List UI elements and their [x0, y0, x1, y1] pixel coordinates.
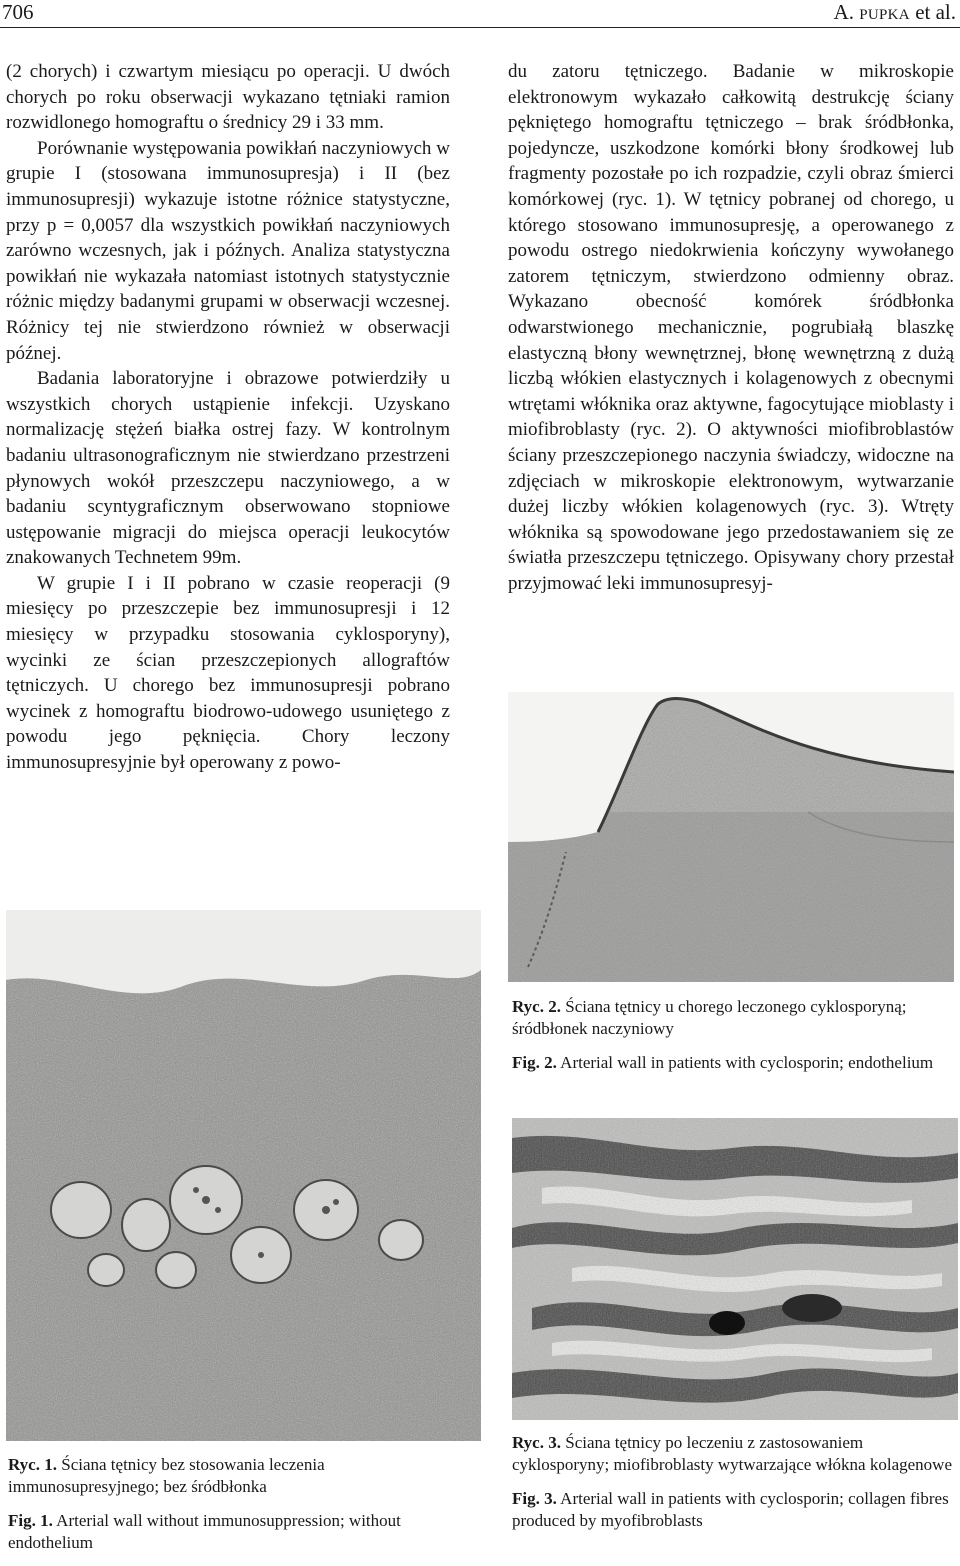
page-header	[0, 0, 960, 26]
figure-1-fig-text: Arterial wall without immunosuppression; without endothelium	[8, 1511, 401, 1552]
running-head-initial: A.	[833, 0, 860, 24]
running-head-etal: et al.	[909, 0, 956, 24]
figure-3-fig-label: Fig. 3.	[512, 1489, 557, 1508]
figure-3-caption	[512, 1432, 952, 1544]
figure-3-caption-polish	[512, 1432, 952, 1476]
figure-3-ryc-label: Ryc. 3.	[512, 1433, 561, 1452]
running-head	[834, 0, 956, 27]
figure-1-micrograph	[6, 910, 481, 1441]
figure-1-ryc-label: Ryc. 1.	[8, 1455, 57, 1474]
figure-2-caption-polish	[512, 996, 952, 1040]
figure-2-caption	[512, 996, 952, 1086]
figure-1-ryc-text: Ściana tętnicy bez stosowania leczenia immunosupresyjnego; bez śródbłonka	[8, 1455, 325, 1496]
left-paragraph-1: (2 chorych) i czwartym miesiącu po operacji. U dwóch chorych po roku obserwacji wykazano tętniaki ramion rozwidlonego homograftu o średnicy 29 i 33 mm.	[6, 61, 450, 134]
figure-2-ryc-label: Ryc. 2.	[512, 997, 561, 1016]
running-head-surname: PUPKA	[859, 7, 910, 23]
figure-3-fig-text: Arterial wall in patients with cyclosporin; collagen fibres produced by myofibroblasts	[512, 1489, 949, 1530]
header-rule	[0, 27, 960, 28]
right-column	[508, 59, 954, 596]
figure-2-fig-label: Fig. 2.	[512, 1053, 557, 1072]
figure-1-caption-english	[8, 1510, 448, 1554]
figure-2-micrograph	[508, 692, 954, 982]
figure-1-fig-label: Fig. 1.	[8, 1511, 53, 1530]
left-column	[6, 59, 450, 776]
figure-3-caption-english	[512, 1488, 952, 1532]
figure-1-caption-polish	[8, 1454, 448, 1498]
figure-2-ryc-text: Ściana tętnicy u chorego leczonego cyklosporyną; śródbłonek naczyniowy	[512, 997, 907, 1038]
figure-3-ryc-text: Ściana tętnicy po leczeniu z zastosowaniem cyklosporyny; miofibroblasty wytwarzające włókna kolagenowe	[512, 1433, 952, 1474]
left-paragraph-2: Porównanie występowania powikłań naczyniowych w grupie I (stosowana immunosupresja) i II (bez immunosupresji) wykazuje istotne różnice statystyczne, przy p = 0,0057 dla wszystkich powikłań naczyniowych zarówno wczesnych, jak i późnych. Analiza statystyczna powikłań nie wykazała natomiast istotnych statystycznie różnic między badanymi grupami w obserwacji wczesnej. Różnicy tej nie stwierdzono również w obserwacji późnej.	[6, 137, 450, 364]
figure-3-micrograph	[512, 1118, 958, 1420]
figure-2-fig-text: Arterial wall in patients with cyclosporin; endothelium	[556, 1053, 934, 1072]
left-paragraph-3: Badania laboratoryjne i obrazowe potwierdziły u wszystkich chorych ustąpienie infekcji. Uzyskano normalizację stężeń białka ostrej fazy. W kontrolnym badaniu ultrasonograficznym nie stwierdzano przestrzeni płynowych wokół przeszczepu naczyniowego, a w badaniu scyntygraficznym obserwowano stopniowe ustępowanie migracji do miejsca operacji leukocytów znakowanych Technetem 99m.	[6, 368, 450, 569]
right-paragraph-1: du zatoru tętniczego. Badanie w mikroskopie elektronowym wykazało całkowitą destrukcję ściany pękniętego homograftu tętniczego – brak śródbłonka, pojedyncze, uszkodzone komórki błony środkowej lub fragmenty pozostałe po ich rozpadzie, czyli obraz śmierci komórkowej (ryc. 1). W tętnicy pobranej od chorego, u którego stosowano immunosupresję, a operowanego z powodu ostrego niedokrwienia kończyny wywołanego zatorem tętniczym, stwierdzono odmienny obraz. Wykazano obecność komórek śródbłonka odwarstwionego mechanicznie, pogrubiałą blaszkę elastyczną błony wewnętrznej, błonę wewnętrzną z dużą liczbą włókien elastycznych i kolagenowych z obecnymi wtrętami włóknika oraz aktywne, fagocytujące mioblasty i miofibroblasty (ryc. 2). O aktywności miofibroblastów ściany przeszczepionego naczynia świadczy, widoczne na zdjęciach w mikroskopie elektronowym, wytwarzanie dużej liczby włókien kolagenowych (ryc. 3). Wtręty włóknika są spowodowane jego przedostawaniem się ze światła przeszczepu tętniczego. Opisywany chory przestał przyjmować leki immunosupresyj-	[508, 61, 954, 594]
figure-2-caption-english	[512, 1052, 952, 1074]
figure-1-caption	[8, 1454, 448, 1566]
page-number: 706	[2, 0, 34, 24]
left-paragraph-4: W grupie I i II pobrano w czasie reoperacji (9 miesięcy po przeszczepie bez immunosupresji i 12 miesięcy w przypadku stosowania cyklosporyny), wycinki ze ścian przeszczepionych allograftów tętniczych. U chorego bez immunosupresji pobrano wycinek z homograftu biodrowo-udowego usuniętego z powodu jego pęknięcia. Chory leczony immunosupresyjnie był operowany z powo-	[6, 572, 450, 774]
